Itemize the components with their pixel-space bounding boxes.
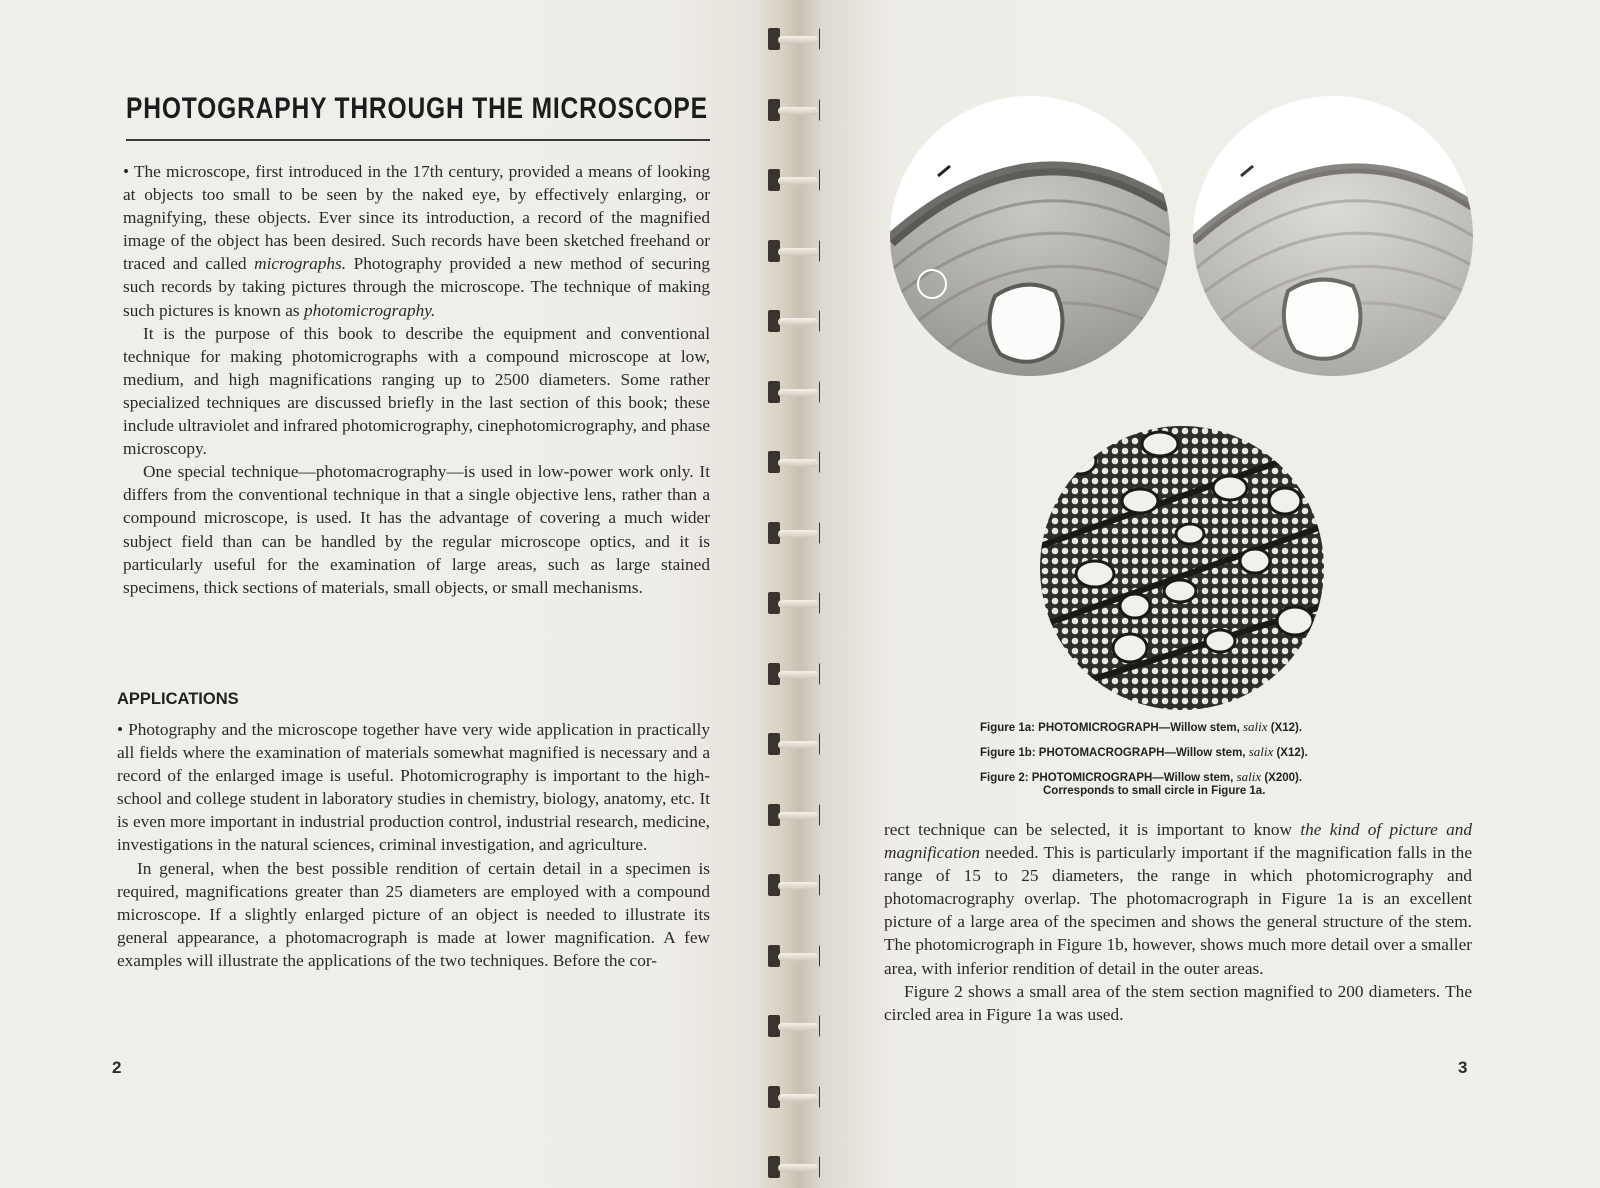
figure-1a-image	[890, 96, 1170, 376]
right-paragraph-1: rect technique can be selected, it is important to know the kind of picture and magnification needed. This is particularly important if the magnification falls in the range of 15 to 25 diameters, the range in which photomicrography and photomacrography overlap. The photomacrograph in Figure 1a is an excellent picture of a large area of the specimen and shows the general structure of the stem. The photomicrograph in Figure 1b, however, shows much more detail over a smaller area, with inferior rendition of detail in the outer areas.	[884, 820, 1472, 978]
binding-ring	[778, 600, 818, 608]
binding-ring	[778, 318, 818, 326]
title-rule	[126, 139, 710, 141]
binding-ring	[778, 741, 818, 749]
binding-ring	[778, 107, 818, 115]
binding-ring	[778, 671, 818, 679]
right-paragraph-2: Figure 2 shows a small area of the stem section magnified to 200 diameters. The circled area in Figure 1a was used.	[884, 981, 1472, 1024]
right-body-text	[884, 818, 1472, 1026]
intro-paragraph-1: • The microscope, first introduced in the 17th century, provided a means of looking at objects too small to be seen by the naked eye, by effectively enlarging, or magnifying, these objects. Ever since its introduction, a record of the magnified image of the object has been desired. Such records have been sketched freehand or traced and called micrographs. Photography provided a new method of securing such records by taking pictures through the microscope. The technique of making such pictures is known as photomicrography.	[123, 162, 711, 320]
intro-paragraph-3: One special technique—photomacrography—is used in low-power work only. It differs from the conventional technique in that a single objective lens, rather than a compound microscope, is used. It has the advantage of covering a much wider subject field than can be handled by the regular microscope optics, and it is particularly useful for the examination of large areas, such as large stained specimens, thick sections of materials, small objects, or small mechanisms.	[123, 462, 710, 597]
binding-ring	[778, 177, 818, 185]
binding-ring	[778, 953, 818, 961]
binding-ring	[778, 389, 818, 397]
figure-2-image	[1040, 426, 1324, 710]
binding-ring	[778, 1023, 818, 1031]
applications-text	[117, 718, 710, 972]
binding-ring	[778, 882, 818, 890]
caption-figure-1b: Figure 1b: PHOTOMACROGRAPH—Willow stem, salix (X12).	[980, 744, 1308, 759]
caption-figure-2-note: Corresponds to small circle in Figure 1a.	[1043, 785, 1266, 797]
binding-ring	[778, 1094, 818, 1102]
caption-figure-2: Figure 2: PHOTOMICROGRAPH—Willow stem, salix (X200).	[980, 769, 1303, 784]
page-number-right: 3	[1458, 1058, 1468, 1077]
binding-ring	[778, 530, 818, 538]
section-heading-applications: APPLICATIONS	[117, 690, 239, 708]
applications-paragraph-2: In general, when the best possible rendition of certain detail in a specimen is required, magnifications greater than 25 diameters are employed with a compound microscope. If a slightly enlarged picture of an object is needed to illustrate its general appearance, a photomacrograph is made at lower magnification. A few examples will illustrate the applications of the two techniques. Before the cor-	[117, 858, 710, 970]
page-title: PHOTOGRAPHY THROUGH THE MICROSCOPE	[126, 92, 708, 125]
intro-text	[123, 160, 710, 599]
left-page	[0, 0, 780, 1188]
binding-ring	[778, 1164, 818, 1172]
applications-paragraph-1: • Photography and the microscope together have very wide application in practically all fields where the examination of materials somewhat magnified is necessary and a record of the enlarged image is useful. Photomicrography is important to the high-school and college student in laboratory studies in chemistry, biology, anatomy, etc. It is even more important in industrial production control, industrial research, medicine, investigations in the natural sciences, criminal investigation, and agriculture.	[117, 720, 710, 855]
page-number-left: 2	[112, 1058, 122, 1077]
binding-ring	[778, 36, 818, 44]
caption-figure-1a: Figure 1a: PHOTOMICROGRAPH—Willow stem, salix (X12).	[980, 719, 1303, 734]
binding-ring	[778, 459, 818, 467]
figure-1b-image	[1193, 96, 1473, 376]
binding-ring	[778, 248, 818, 256]
binding-ring	[778, 812, 818, 820]
figure-captions	[980, 715, 1400, 798]
intro-paragraph-2: It is the purpose of this book to describe the equipment and conventional technique for making photomicrographs with a compound microscope at low, medium, and high magnifications ranging up to 2500 diameters. Some rather specialized techniques are discussed briefly in the last section of this book; these include ultraviolet and infrared photomicrography, cinephotomicrography, and phase microscopy.	[123, 323, 710, 459]
